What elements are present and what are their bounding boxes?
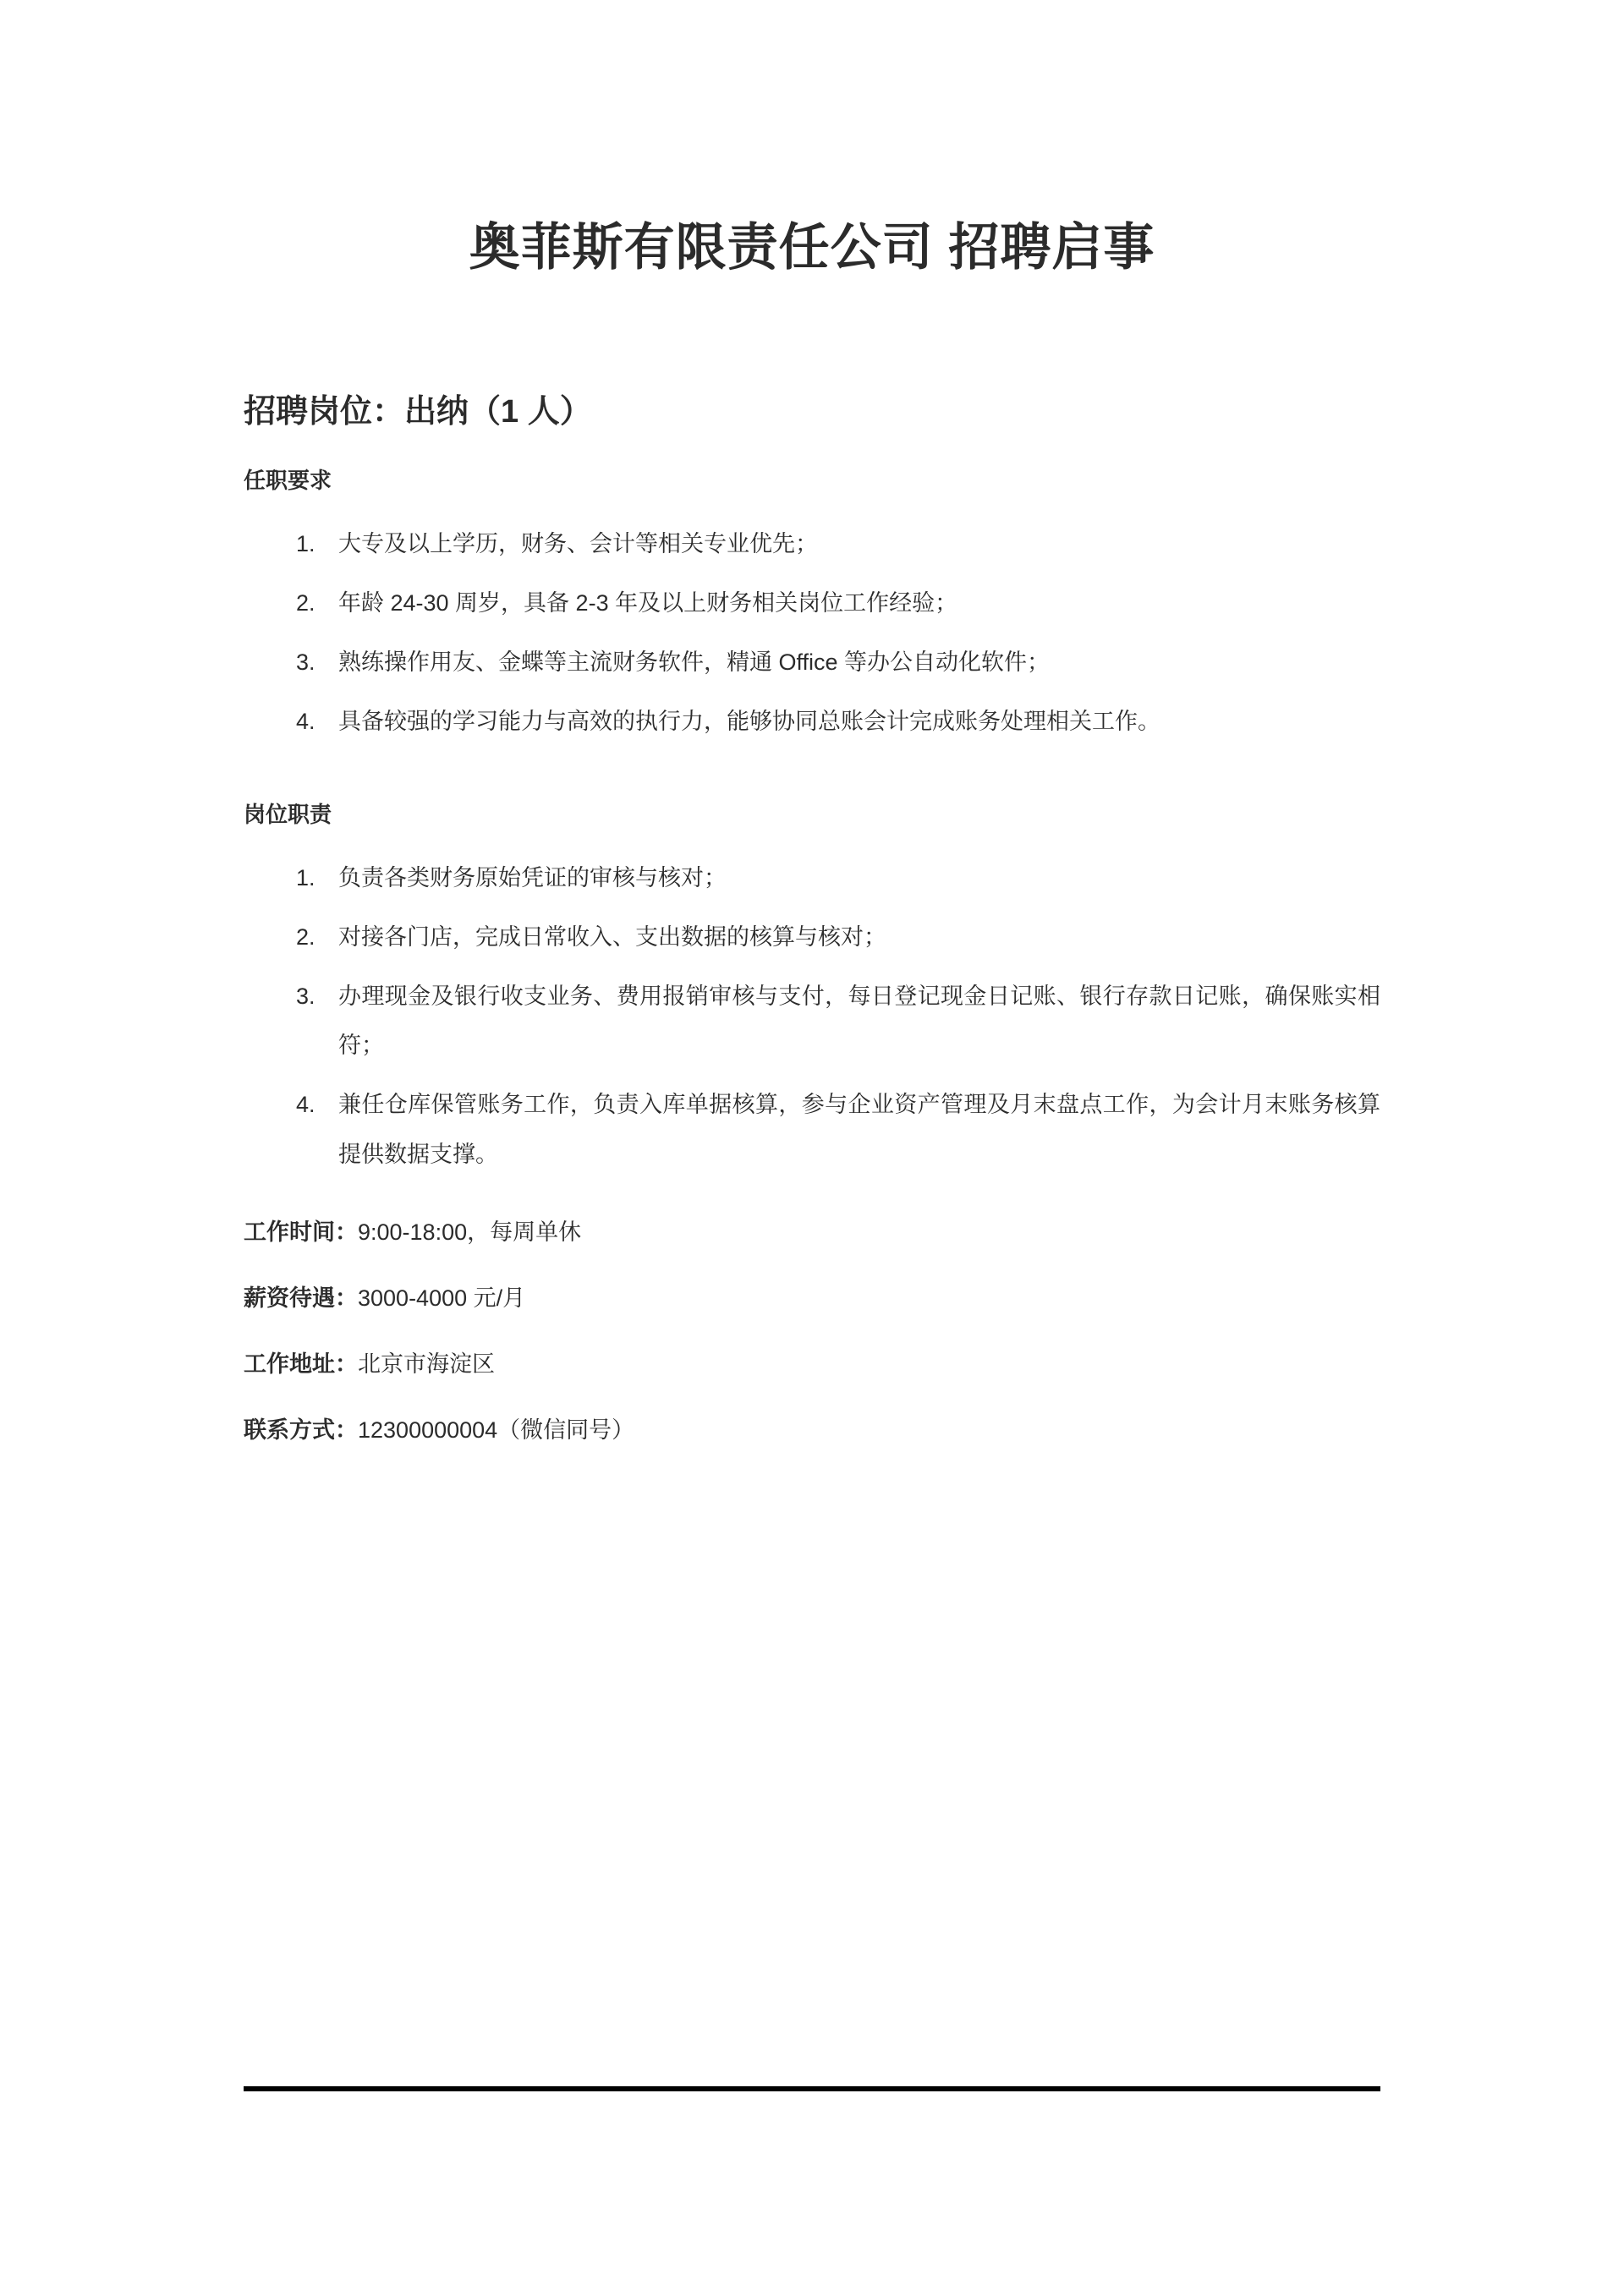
section-heading-requirements: 任职要求	[244, 468, 332, 494]
list-item-number: 4.	[296, 1092, 315, 1118]
info-line-salary	[244, 1274, 1380, 1340]
requirements-list	[244, 497, 1380, 746]
section-heading-responsibilities: 岗位职责	[244, 802, 332, 828]
list-item	[244, 912, 1380, 962]
list-item-number: 3.	[296, 984, 315, 1010]
info-label: 工作时间：	[244, 1219, 358, 1245]
list-item	[244, 972, 1380, 1070]
info-line-working-hours	[244, 1208, 1380, 1274]
list-item-text: 办理现金及银行收支业务、费用报销审核与支付，每日登记现金日记账、银行存款日记账，确保账实相符；	[338, 984, 1380, 1059]
list-item	[244, 638, 1380, 687]
list-item	[244, 853, 1380, 902]
footer-divider	[244, 2086, 1380, 2091]
list-item	[244, 519, 1380, 568]
list-item-text: 负责各类财务原始凭证的审核与核对；	[338, 865, 727, 891]
info-label: 联系方式：	[244, 1417, 358, 1443]
page-title: 奥菲斯有限责任公司 招聘启事	[469, 219, 1155, 276]
list-item-number: 1.	[296, 531, 315, 557]
document-content	[244, 0, 1380, 1455]
list-item-text: 年龄 24-30 周岁，具备 2-3 年及以上财务相关岗位工作经验；	[338, 590, 958, 616]
info-value: 3000-4000 元/月	[358, 1285, 526, 1311]
responsibilities-list	[244, 831, 1380, 1178]
info-line-address	[244, 1340, 1380, 1406]
info-line-contact	[244, 1406, 1380, 1455]
list-item-number: 2.	[296, 924, 315, 951]
list-item	[244, 697, 1380, 746]
info-label: 薪资待遇：	[244, 1285, 358, 1311]
info-value: 9:00-18:00，每周单休	[358, 1219, 582, 1245]
list-item-text: 兼任仓库保管账务工作，负责入库单据核算，参与企业资产管理及月末盘点工作，为会计月末账务核算提供数据支撑。	[338, 1092, 1380, 1167]
list-item-text: 大专及以上学历，财务、会计等相关专业优先；	[338, 531, 818, 557]
info-value: 12300000004（微信同号）	[358, 1417, 635, 1443]
list-item-text: 熟练操作用友、金蝶等主流财务软件，精通 Office 等办公自动化软件；	[338, 649, 1051, 676]
info-value: 北京市海淀区	[358, 1351, 495, 1377]
list-item	[244, 578, 1380, 627]
position-heading: 招聘岗位：出纳（1 人）	[244, 394, 592, 430]
list-item-text: 对接各门店，完成日常收入、支出数据的核算与核对；	[338, 924, 886, 951]
list-item-number: 2.	[296, 590, 315, 616]
list-item-number: 3.	[296, 649, 315, 676]
list-item-number: 1.	[296, 865, 315, 891]
job-info-block	[244, 1179, 1380, 1455]
list-item	[244, 1080, 1380, 1178]
list-item-number: 4.	[296, 709, 315, 735]
info-label: 工作地址：	[244, 1351, 358, 1377]
list-item-text: 具备较强的学习能力与高效的执行力，能够协同总账会计完成账务处理相关工作。	[338, 709, 1160, 735]
